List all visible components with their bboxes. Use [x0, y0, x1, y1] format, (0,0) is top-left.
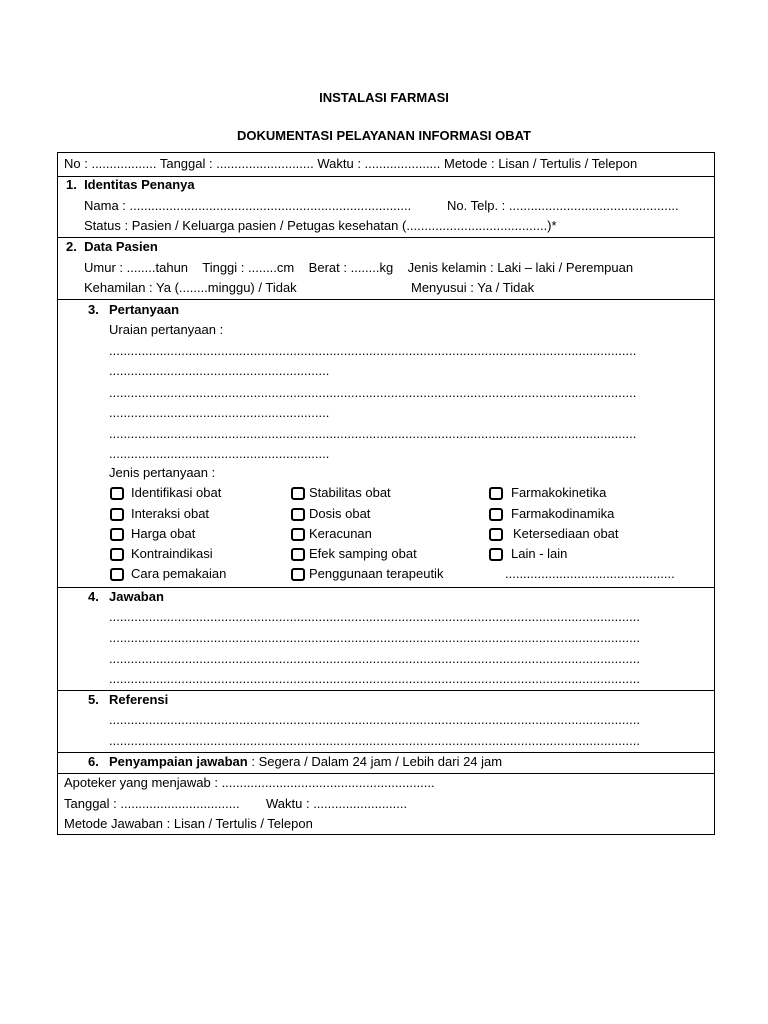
option-label: Penggunaan terapeutik — [309, 566, 444, 581]
checkbox[interactable] — [489, 548, 503, 561]
document-subtitle: DOKUMENTASI PELAYANAN INFORMASI OBAT — [237, 128, 531, 143]
section-penyampaian-title: Penyampaian jawaban — [109, 754, 248, 769]
checkbox[interactable] — [489, 487, 503, 500]
jawaban-line[interactable]: ................................................................................................................................................... — [109, 651, 640, 666]
section-number: 6. — [88, 754, 99, 769]
option-label: Keracunan — [309, 526, 372, 541]
divider — [58, 773, 714, 774]
checkbox[interactable] — [291, 508, 305, 521]
page-title: INSTALASI FARMASI — [319, 90, 449, 105]
divider — [58, 237, 714, 238]
divider — [58, 752, 714, 753]
section-jawaban-title: Jawaban — [109, 589, 164, 604]
option-label: Lain - lain — [511, 546, 568, 561]
tanggal-field[interactable]: Tanggal : ................................. — [64, 796, 240, 811]
uraian-line[interactable]: ............................................................. — [109, 405, 330, 420]
option-label: Stabilitas obat — [309, 485, 391, 500]
jenis-label: Jenis pertanyaan : — [109, 465, 216, 480]
uraian-line[interactable]: .................................................................................................................................................. — [109, 343, 637, 358]
checkbox[interactable] — [110, 528, 124, 541]
checkbox[interactable] — [110, 508, 124, 521]
metode-jawaban-field[interactable]: Metode Jawaban : Lisan / Tertulis / Telepon — [64, 816, 313, 831]
nama-field[interactable]: Nama : .............................................................................. — [84, 198, 412, 213]
jawaban-line[interactable]: ................................................................................................................................................... — [109, 609, 640, 624]
checkbox[interactable] — [291, 548, 305, 561]
checkbox[interactable] — [110, 568, 124, 581]
option-label: Dosis obat — [309, 506, 371, 521]
referensi-line[interactable]: ................................................................................................................................................... — [109, 712, 640, 727]
form-table — [57, 152, 715, 835]
option-label: Identifikasi obat — [131, 485, 222, 500]
penyampaian-options: : Segera / Dalam 24 jam / Lebih dari 24 jam — [247, 754, 503, 769]
section-number: 3. — [88, 302, 99, 317]
uraian-line[interactable]: .................................................................................................................................................. — [109, 385, 637, 400]
option-label: Farmakodinamika — [511, 506, 615, 521]
apoteker-field[interactable]: Apoteker yang menjawab : ........................................................... — [64, 775, 435, 790]
header-row[interactable]: No : .................. Tanggal : ........................... Waktu : ..................... Metode : Lisan / Tertulis / Telepon — [64, 156, 638, 171]
section-pertanyaan-title: Pertanyaan — [109, 302, 180, 317]
divider — [58, 299, 714, 300]
uraian-line[interactable]: ............................................................. — [109, 446, 330, 461]
other-field[interactable]: ............................................... — [505, 566, 675, 581]
jawaban-line[interactable]: ................................................................................................................................................... — [109, 630, 640, 645]
patient-measurements[interactable]: Umur : ........tahun Tinggi : ........cm Berat : ........kg Jenis kelamin : Laki – laki / Perempuan — [84, 260, 634, 275]
checkbox[interactable] — [489, 508, 503, 521]
waktu-field[interactable]: Waktu : .......................... — [266, 796, 408, 811]
referensi-line[interactable]: ................................................................................................................................................... — [109, 733, 640, 748]
telp-field[interactable]: No. Telp. : ............................................... — [447, 198, 679, 213]
section-number: 4. — [88, 589, 99, 604]
section-number: 5. — [88, 692, 99, 707]
option-label: Efek samping obat — [309, 546, 417, 561]
jawaban-line[interactable]: ................................................................................................................................................... — [109, 671, 640, 686]
option-label: Interaksi obat — [131, 506, 210, 521]
uraian-line[interactable]: .................................................................................................................................................. — [109, 426, 637, 441]
divider — [58, 690, 714, 691]
status-field[interactable]: Status : Pasien / Keluarga pasien / Petugas kesehatan (.......................................)* — [84, 218, 557, 233]
uraian-line[interactable]: ............................................................. — [109, 363, 330, 378]
divider — [58, 587, 714, 588]
uraian-label: Uraian pertanyaan : — [109, 322, 224, 337]
checkbox[interactable] — [489, 528, 503, 541]
option-label: Cara pemakaian — [131, 566, 227, 581]
penyampaian-row[interactable] — [109, 754, 502, 770]
checkbox[interactable] — [291, 568, 305, 581]
checkbox[interactable] — [110, 548, 124, 561]
section-identitas-title: 1. Identitas Penanya — [66, 177, 195, 192]
section-referensi-title: Referensi — [109, 692, 169, 707]
section-data-pasien-title: 2. Data Pasien — [66, 239, 158, 254]
option-label: Kontraindikasi — [131, 546, 213, 561]
option-label: Farmakokinetika — [511, 485, 607, 500]
option-label: Ketersediaan obat — [513, 526, 619, 541]
kehamilan-field[interactable]: Kehamilan : Ya (........minggu) / Tidak — [84, 280, 297, 295]
menyusui-field[interactable]: Menyusui : Ya / Tidak — [411, 280, 535, 295]
checkbox[interactable] — [291, 487, 305, 500]
checkbox[interactable] — [110, 487, 124, 500]
option-label: Harga obat — [131, 526, 196, 541]
checkbox[interactable] — [291, 528, 305, 541]
